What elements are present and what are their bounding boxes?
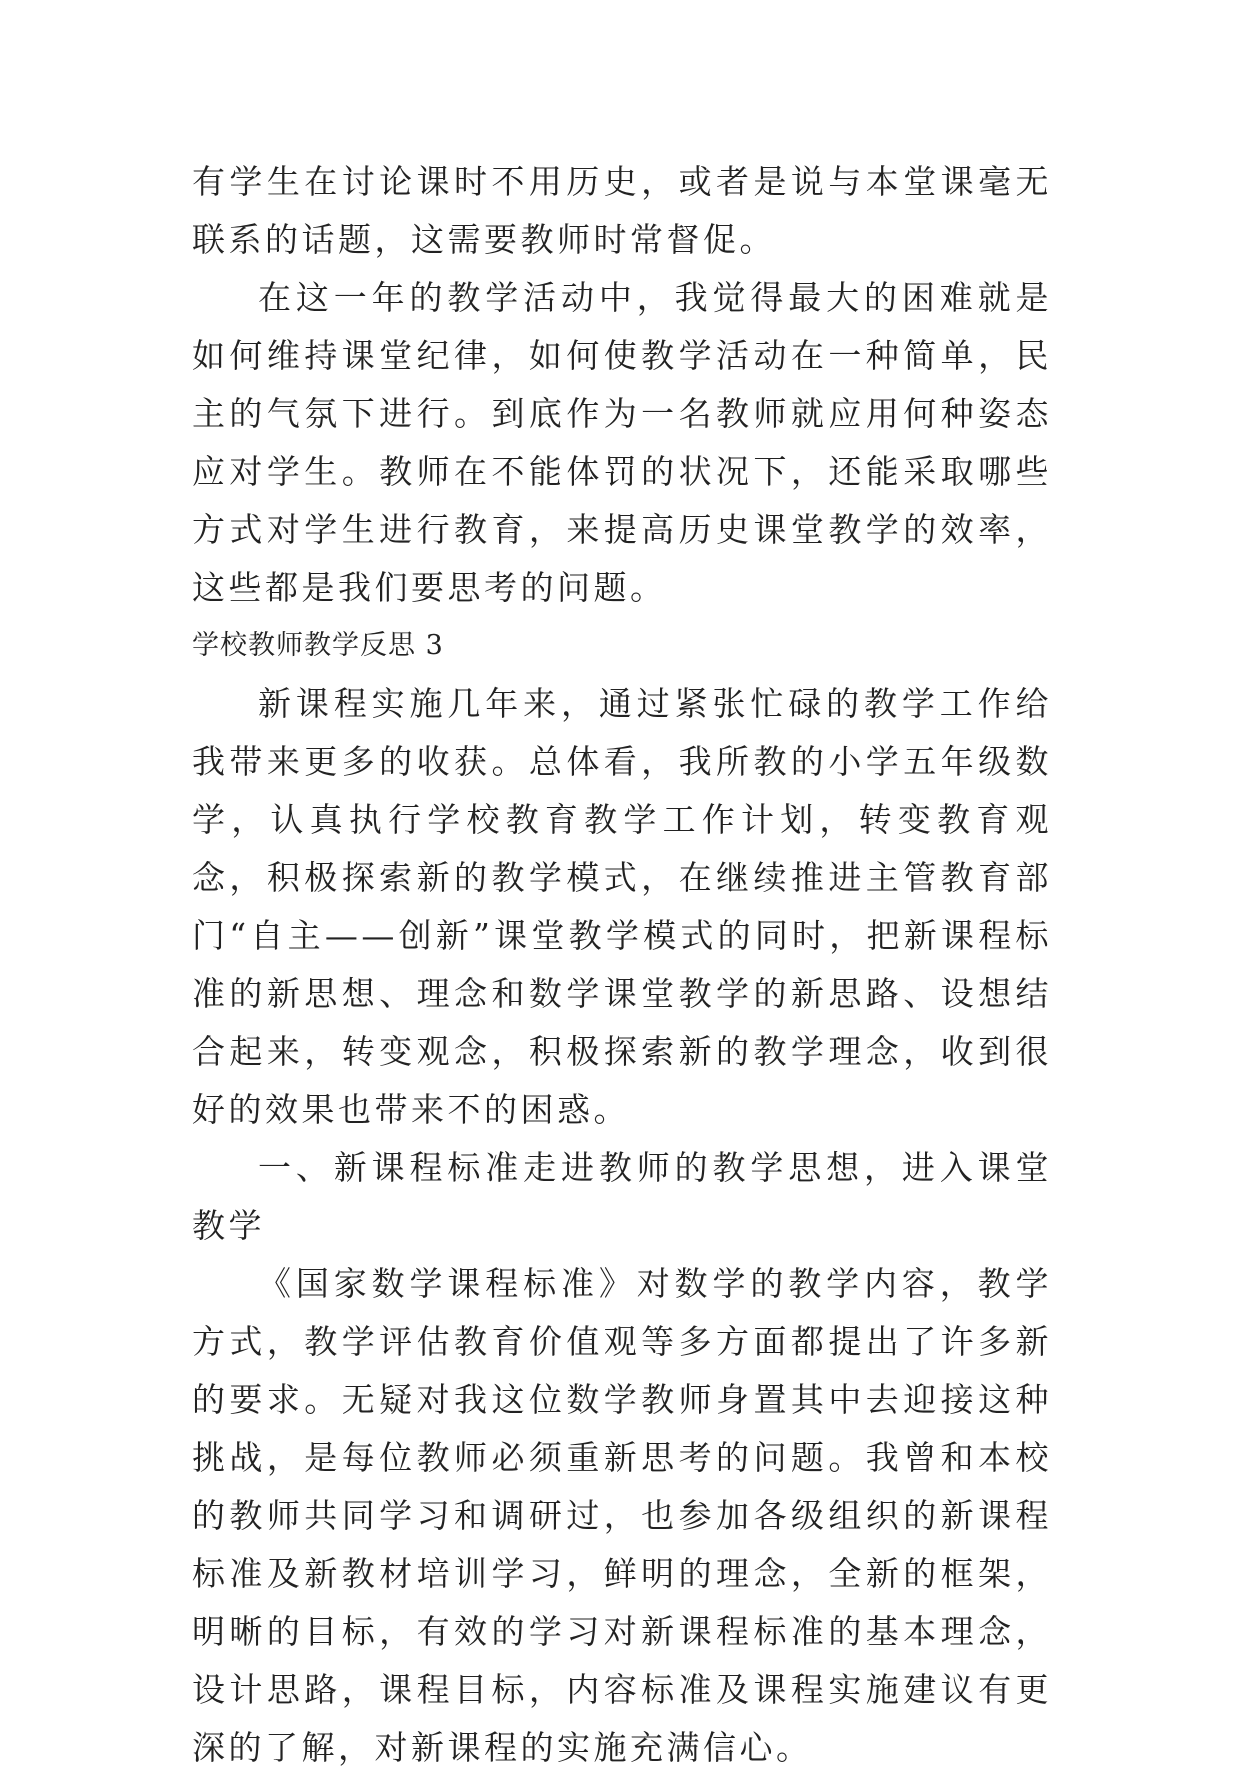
paragraph-new-curriculum: 新课程实施几年来，通过紧张忙碌的教学工作给我带来更多的收获。总体看，我所教的小学五年级数学，认真执行学校教育教学工作计划，转变教育观念，积极探索新的教学模式，在继续推进主管教育部门“自主——创新”课堂教学模式的同时，把新课程标准的新思想、理念和数学课堂教学的新思路、设想结合起来，转变观念，积极探索新的教学理念，收到很好的效果也带来不的困惑。 (192, 684, 1052, 1129)
section-heading: 学校教师教学反思 3 (192, 630, 444, 661)
paragraph-continuation: 有学生在讨论课时不用历史，或者是说与本堂课毫无联系的话题，这需要教师时常督促。 (192, 162, 1052, 259)
paragraph-classroom-discipline: 在这一年的教学活动中，我觉得最大的困难就是如何维持课堂纪律，如何使教学活动在一种简单，民主的气氛下进行。到底作为一名教师就应用何种姿态应对学生。教师在不能体罚的状况下，还能采取哪些方式对学生进行教育，来提高历史课堂教学的效率，这些都是我们要思考的问题。 (192, 278, 1052, 607)
subheading-section-one: 一、新课程标准走进教师的教学思想，进入课堂教学 (192, 1148, 1052, 1245)
document-body (192, 153, 1052, 1777)
paragraph-national-standard: 《国家数学课程标准》对数学的教学内容，教学方式，教学评估教育价值观等多方面都提出了许多新的要求。无疑对我这位数学教师身置其中去迎接这种挑战，是每位教师必须重新思考的问题。我曾和本校的教师共同学习和调研过，也参加各级组织的新课程标准及新教材培训学习，鲜明的理念，全新的框架，明晰的目标，有效的学习对新课程标准的基本理念，设计思路，课程目标，内容标准及课程实施建议有更深的了解，对新课程的实施充满信心。 (192, 1264, 1052, 1767)
